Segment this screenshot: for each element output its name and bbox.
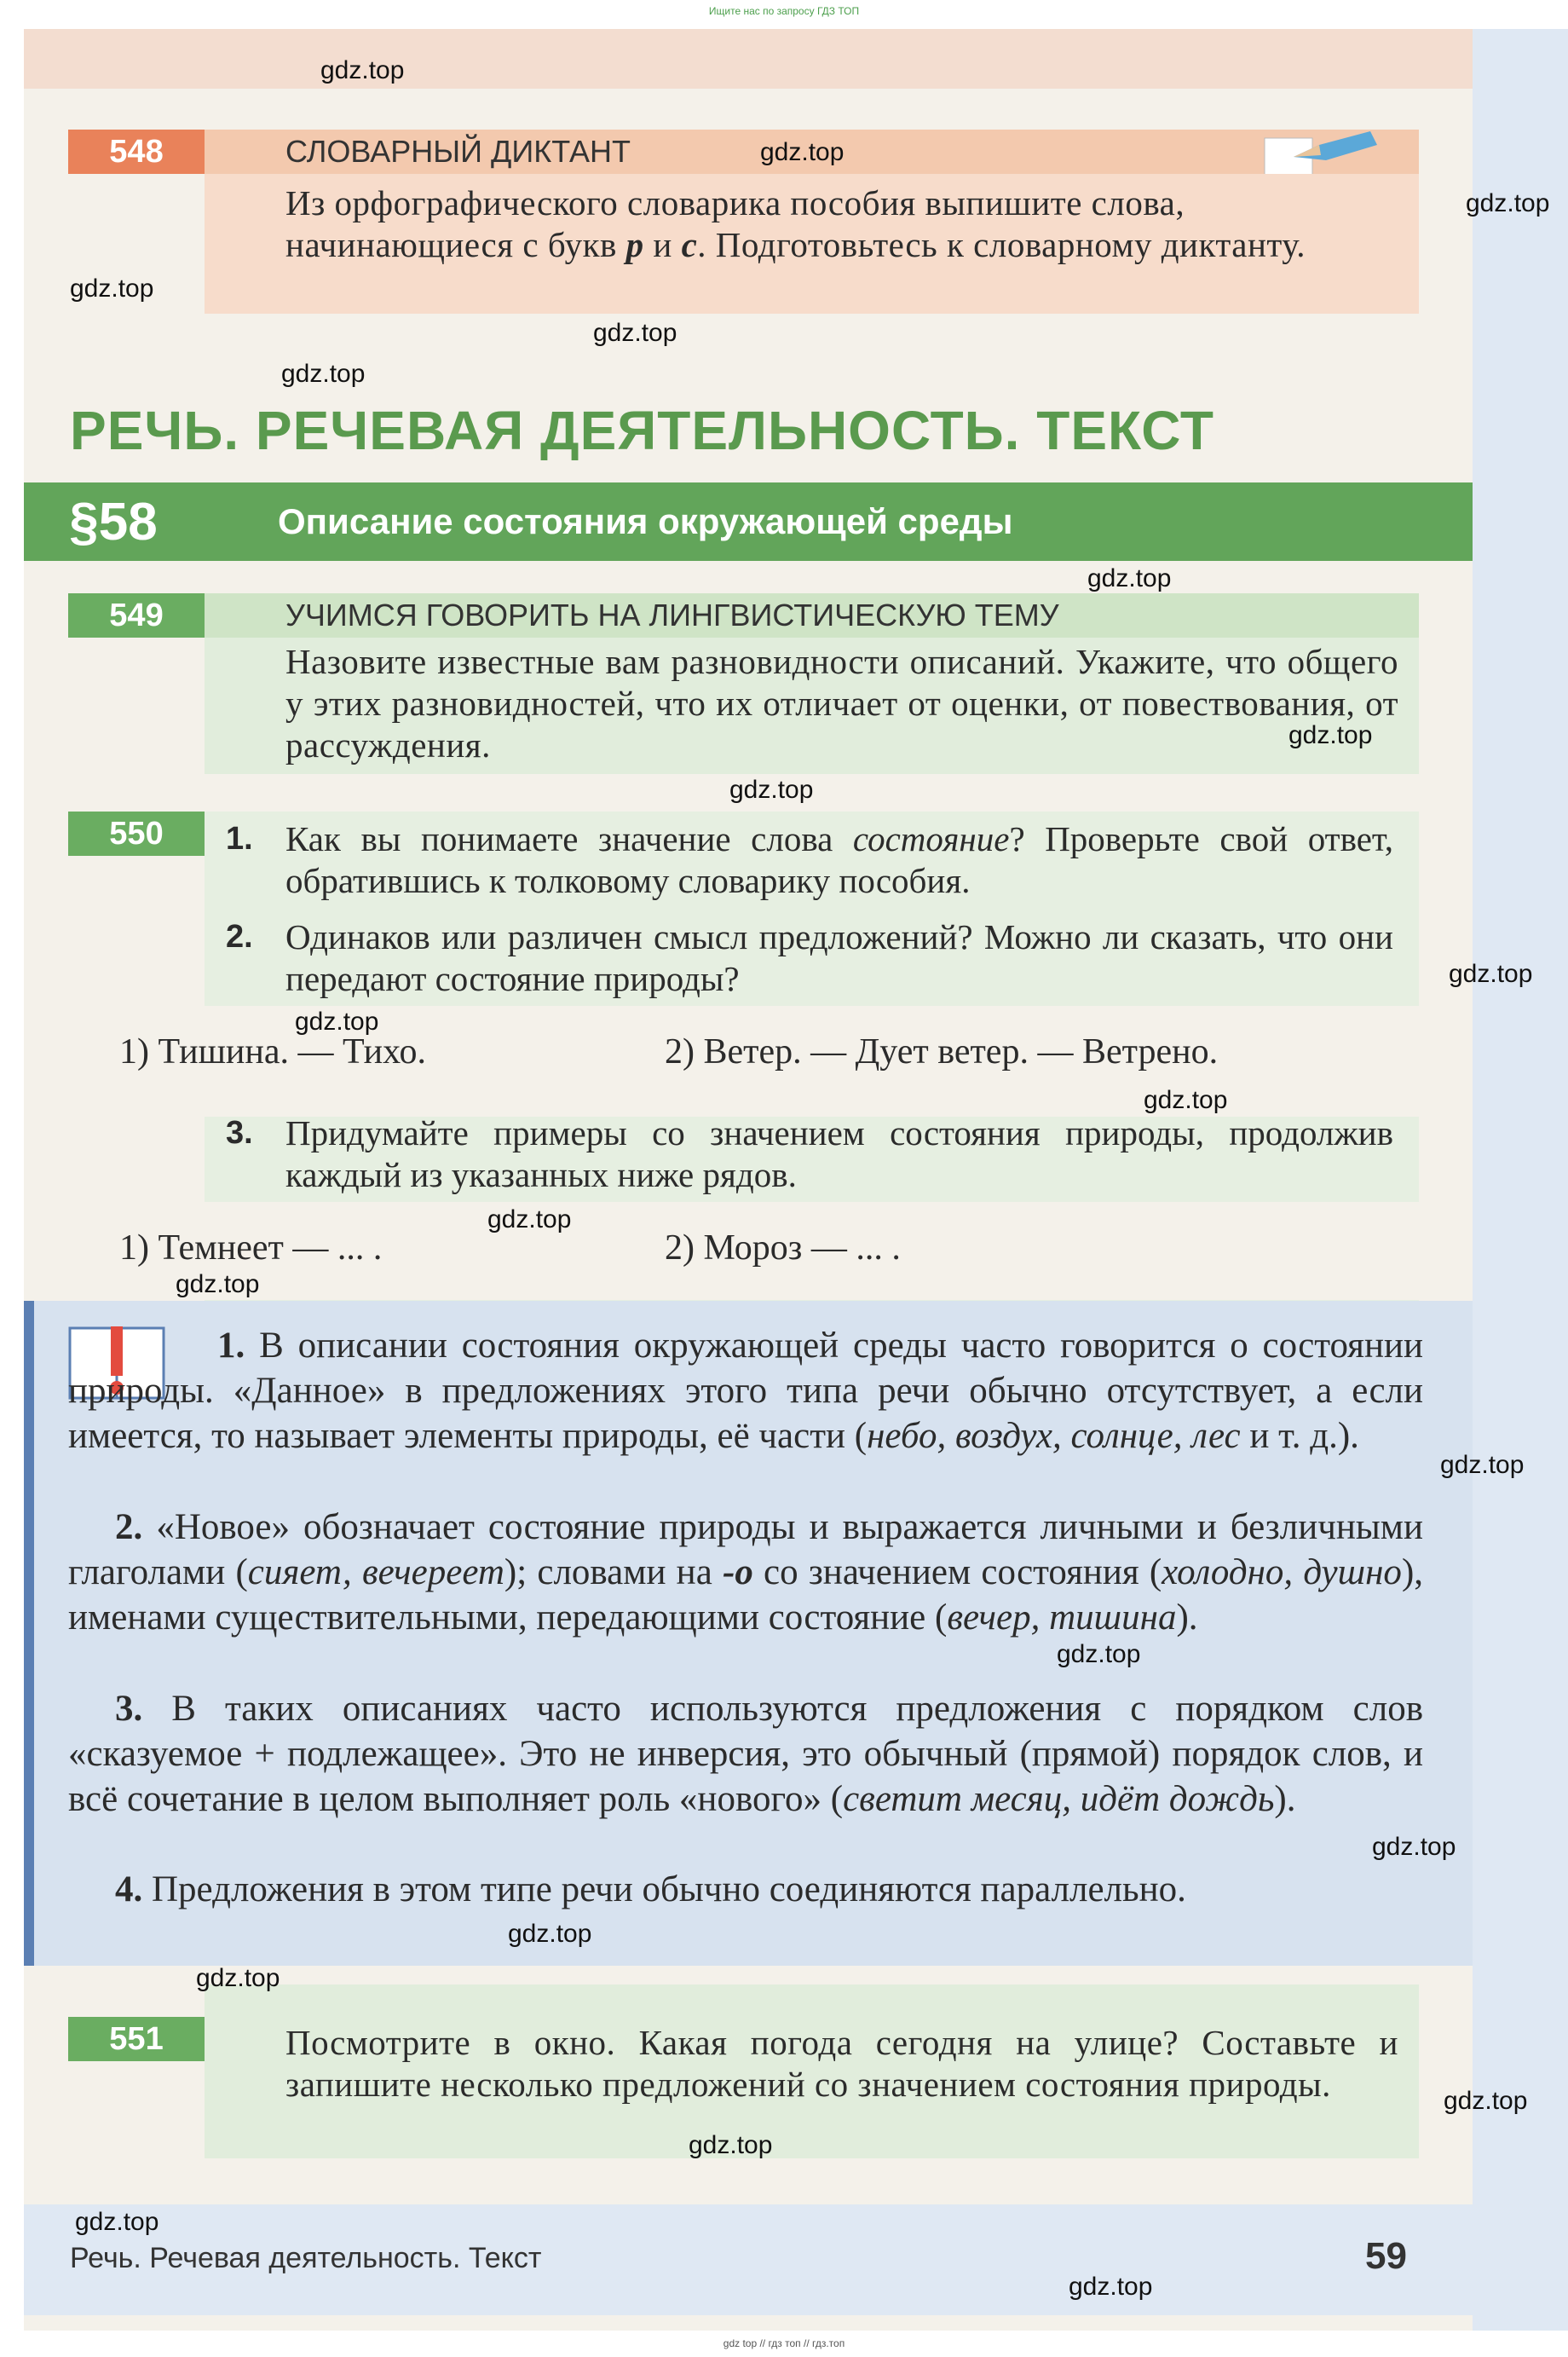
rule-accent-bar xyxy=(24,1301,34,1966)
rule-point-1-number: 1. xyxy=(217,1326,245,1366)
top-band xyxy=(24,29,1473,89)
question-2-text: Одинаков или различен смысл предложений? Можно ли сказать, что они передают состояние природы? xyxy=(285,917,1393,998)
rule-point-1-a: В описании состояния окружающей среды часто говорится о состоянии природы. «Данное» в предложениях этого типа речи обычно отсутствует, а если имеется, то называет элементы природы, её части ( xyxy=(68,1326,1423,1456)
watermark: gdz.top xyxy=(1057,1640,1141,1668)
rule-point-4-text: Предложения в этом типе речи обычно соединяются параллельно. xyxy=(152,1869,1186,1909)
exercise-548-conj: и xyxy=(643,225,682,264)
letter-s: с xyxy=(681,225,698,264)
exercise-548-number: 548 xyxy=(68,130,205,174)
rule-point-2-d: ), именами существительными, передающими состояние ( xyxy=(68,1552,1424,1638)
watermark: gdz.top xyxy=(1440,1451,1525,1479)
watermark: gdz.top xyxy=(1144,1086,1228,1114)
watermark: gdz.top xyxy=(1087,564,1172,592)
watermark: gdz.top xyxy=(689,2131,773,2159)
watermark: gdz.top xyxy=(760,138,845,166)
footer-credit: gdz top // гдз топ // гдз.топ xyxy=(723,2337,845,2349)
rule-point-3-number: 3. xyxy=(115,1689,143,1729)
letter-r: р xyxy=(625,225,644,264)
rule-point-1-b: и т. д.). xyxy=(1240,1416,1359,1456)
exercise-551-panel xyxy=(205,1984,1419,2158)
word-sostoyanie: состояние xyxy=(852,819,1010,858)
rule-point-2-a: «Новое» обозначает состояние природы и выражается личными и безличными глаголами ( xyxy=(68,1507,1424,1592)
exercise-548-title: СЛОВАРНЫЙ ДИКТАНТ xyxy=(205,130,1419,174)
question-1-text xyxy=(285,818,1393,902)
rule-point-2-number: 2. xyxy=(115,1507,143,1547)
exercise-551-number: 551 xyxy=(68,2017,205,2061)
watermark: gdz.top xyxy=(295,1008,379,1036)
page-number: 59 xyxy=(1365,2235,1407,2277)
exercise-550-number: 550 xyxy=(68,812,205,856)
exercise-548-text-a: Из орфографического словарика пособия выпишите слова, начинающиеся с букв xyxy=(285,183,1185,264)
paragraph-header xyxy=(24,482,1473,561)
rule-point-2-verbs: сияет, вечереет xyxy=(247,1552,504,1592)
exercise-549-title: УЧИМСЯ ГОВОРИТЬ НА ЛИНГВИСТИЧЕСКУЮ ТЕМУ xyxy=(205,593,1419,638)
header-credit: Ищите нас по запросу ГДЗ ТОП xyxy=(708,5,860,17)
watermark: gdz.top xyxy=(729,776,814,804)
rule-point-2-c: со значением состояния ( xyxy=(752,1552,1162,1592)
question-1-number: 1. xyxy=(226,821,253,857)
pencil-icon xyxy=(1260,119,1387,181)
rule-point-3 xyxy=(68,1686,1423,1822)
suffix-o: -о xyxy=(723,1552,753,1592)
rule-point-2 xyxy=(68,1505,1423,1640)
rule-point-4-number: 4. xyxy=(115,1869,143,1909)
rule-point-2-b: ); словами на xyxy=(504,1552,723,1592)
watermark: gdz.top xyxy=(1466,189,1550,217)
watermark: gdz.top xyxy=(70,274,154,303)
question-2-number: 2. xyxy=(226,919,253,955)
watermark: gdz.top xyxy=(508,1920,592,1948)
example-1: 1) Тишина. — Тихо. xyxy=(119,1032,426,1072)
exercise-549-panel xyxy=(205,638,1419,774)
question-1-a: Как вы понимаете значение слова xyxy=(285,819,853,858)
watermark: gdz.top xyxy=(1444,2087,1528,2115)
paragraph-title: Описание состояния окружающей среды xyxy=(278,501,1013,541)
watermark: gdz.top xyxy=(1288,721,1373,749)
exercise-549-text: Назовите известные вам разновидности описаний. Укажите, что общего у этих разновидностей, что их отличает от оценки, от повествования, от рассуждения. xyxy=(285,642,1398,765)
rule-point-1-examples: небо, воздух, солнце, лес xyxy=(867,1416,1241,1456)
rule-point-3-examples: светит месяц, идёт дождь xyxy=(843,1779,1275,1819)
exercise-548-panel xyxy=(205,174,1419,314)
watermark: gdz.top xyxy=(176,1270,260,1298)
exercise-548-text-b: . Подготовьтесь к словарному диктанту. xyxy=(697,225,1306,264)
watermark: gdz.top xyxy=(1069,2273,1153,2301)
watermark: gdz.top xyxy=(320,56,405,84)
rule-point-4 xyxy=(68,1867,1423,1912)
watermark: gdz.top xyxy=(75,2208,159,2236)
example-2: 2) Ветер. — Дует ветер. — Ветрено. xyxy=(665,1032,1219,1072)
row-1: 1) Темнеет — ... . xyxy=(119,1228,383,1268)
rule-point-3-a: В таких описаниях часто используются предложения с порядком слов «сказуемое + подлежащее». Это не инверсия, это обычный (прямой) порядок слов, и всё сочетание в целом выполняет роль «нового» ( xyxy=(68,1689,1424,1819)
rule-point-2-states: холодно, душно xyxy=(1162,1552,1402,1592)
watermark: gdz.top xyxy=(281,360,366,388)
watermark: gdz.top xyxy=(593,319,677,347)
watermark: gdz.top xyxy=(196,1964,280,1992)
rule-point-1 xyxy=(68,1323,1423,1459)
exercise-549-number: 549 xyxy=(68,593,205,638)
watermark: gdz.top xyxy=(1449,960,1533,988)
side-strip xyxy=(1473,29,1568,2331)
watermark: gdz.top xyxy=(1372,1833,1456,1861)
rule-point-2-e: ). xyxy=(1176,1597,1198,1638)
watermark: gdz.top xyxy=(487,1205,572,1233)
paragraph-number: §58 xyxy=(69,492,158,552)
rule-point-3-b: ). xyxy=(1274,1779,1296,1819)
rule-point-2-nouns: вечер, тишина xyxy=(947,1597,1177,1638)
exercise-551-text: Посмотрите в окно. Какая погода сегодня на улице? Составьте и запишите несколько предложений со значением состояния природы. xyxy=(285,2023,1398,2104)
section-title: РЕЧЬ. РЕЧЕВАЯ ДЕЯТЕЛЬНОСТЬ. ТЕКСТ xyxy=(70,400,1214,461)
question-3-text: Придумайте примеры со значением состояния природы, продолжив каждый из указанных ниже рядов. xyxy=(285,1113,1393,1194)
footer-title: Речь. Речевая деятельность. Текст xyxy=(70,2242,542,2274)
row-2: 2) Мороз — ... . xyxy=(665,1228,901,1268)
question-1-b: ? Проверьте свой ответ, обратившись к толковому словарику пособия. xyxy=(285,819,1393,900)
question-3-number: 3. xyxy=(226,1115,253,1151)
